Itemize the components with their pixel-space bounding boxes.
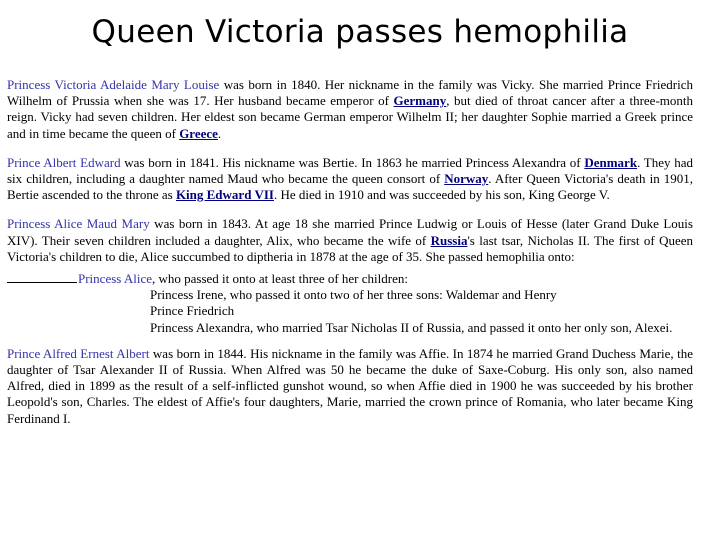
child-friedrich: Prince Friedrich [150,303,235,319]
child-irene: Princess Irene, who passed it onto two of her three sons: Waldemar and Henry [150,287,557,303]
link-germany[interactable]: Germany [393,93,447,109]
paragraph-text: was born in 1841. His nickname was Bertie. In 1863 he married Princess Alexandra of [120,154,585,170]
child-alexandra: Princess Alexandra, who married Tsar Nicholas II of Russia, and passed it onto her only son, Alexei. [150,319,673,335]
hemophilia-descendants [7,271,693,336]
page-title: Queen Victoria passes hemophilia [91,14,629,50]
carrier-text: , who passed it onto at least three of her children: [152,271,408,287]
blank-line [7,282,77,283]
person-name: Princess Victoria Adelaide Mary Louise [7,77,220,92]
link-russia[interactable]: Russia [430,232,468,248]
paragraph-text: . [217,125,222,141]
paragraph-text: was born in 1840. Her nickname in the family was Vicky. She married Prince Friedrich Wilhelm of Prussia when she was 17. Her husband became emperor of [7,77,693,109]
paragraph-text: . They had six children, including a daughter named Maud who became the queen consort of [7,154,693,187]
person-name: Princess Alice [78,271,153,287]
link-denmark[interactable]: Denmark [584,154,638,170]
link-norway[interactable]: Norway [444,171,489,187]
link-greece[interactable]: Greece [179,125,218,141]
person-name: Prince Alfred Ernest Albert [7,345,150,361]
person-name: Prince Albert Edward [7,154,121,170]
paragraph-text: was born in 1844. His nickname in the family was Affie. In 1874 he married Grand Duchess Marie, the daughter of Tsar Alexander II of Russia. When Alfred was 50 he became the duke of Saxe-Coburg. His only son, also named Alfred, died in 1899 as the result of a self-inflicted gunshot wound, so when Affie died in 1900 he was succeeded by his brother Leopold's son, Charles. The eldest of Affie's four daughters, Marie, married the crown prince of Romania, who later became King Ferdinand I. [7,345,693,426]
paragraph-text: . He died in 1910 and was succeeded by his son, King George V. [273,187,610,203]
paragraph-alfred [7,346,693,427]
paragraph-text: , but died of throat cancer after a three-month reign. Vicky had seven children. Her eldest son became German emperor Wilhelm II; her daughter Sophie married a Greek prince and in time became the queen of [7,93,693,141]
paragraph-text: 's last tsar, Nicholas II. The first of Queen Victoria's children to die, Alice succumbed to diptheria in 1878 at the age of 35. She passed hemophilia onto: [7,232,694,264]
person-name: Princess Alice Maud Mary [7,216,150,232]
document-body [7,77,693,440]
paragraph-alice [7,216,693,265]
paragraph-albert-edward [7,155,693,204]
paragraph-text: . After Queen Victoria's death in 1901, Bertie ascended to the throne as [7,171,693,203]
link-king-edward-vii[interactable]: King Edward VII [175,187,274,203]
paragraph-text: was born in 1843. At age 18 she married Prince Ludwig or Louis of Hesse (later Grand Duke Louis XIV). Their seven children included a daughter, Alix, who became the wife of [7,216,693,248]
carrier-line [7,271,693,287]
paragraph-victoria [7,77,693,142]
